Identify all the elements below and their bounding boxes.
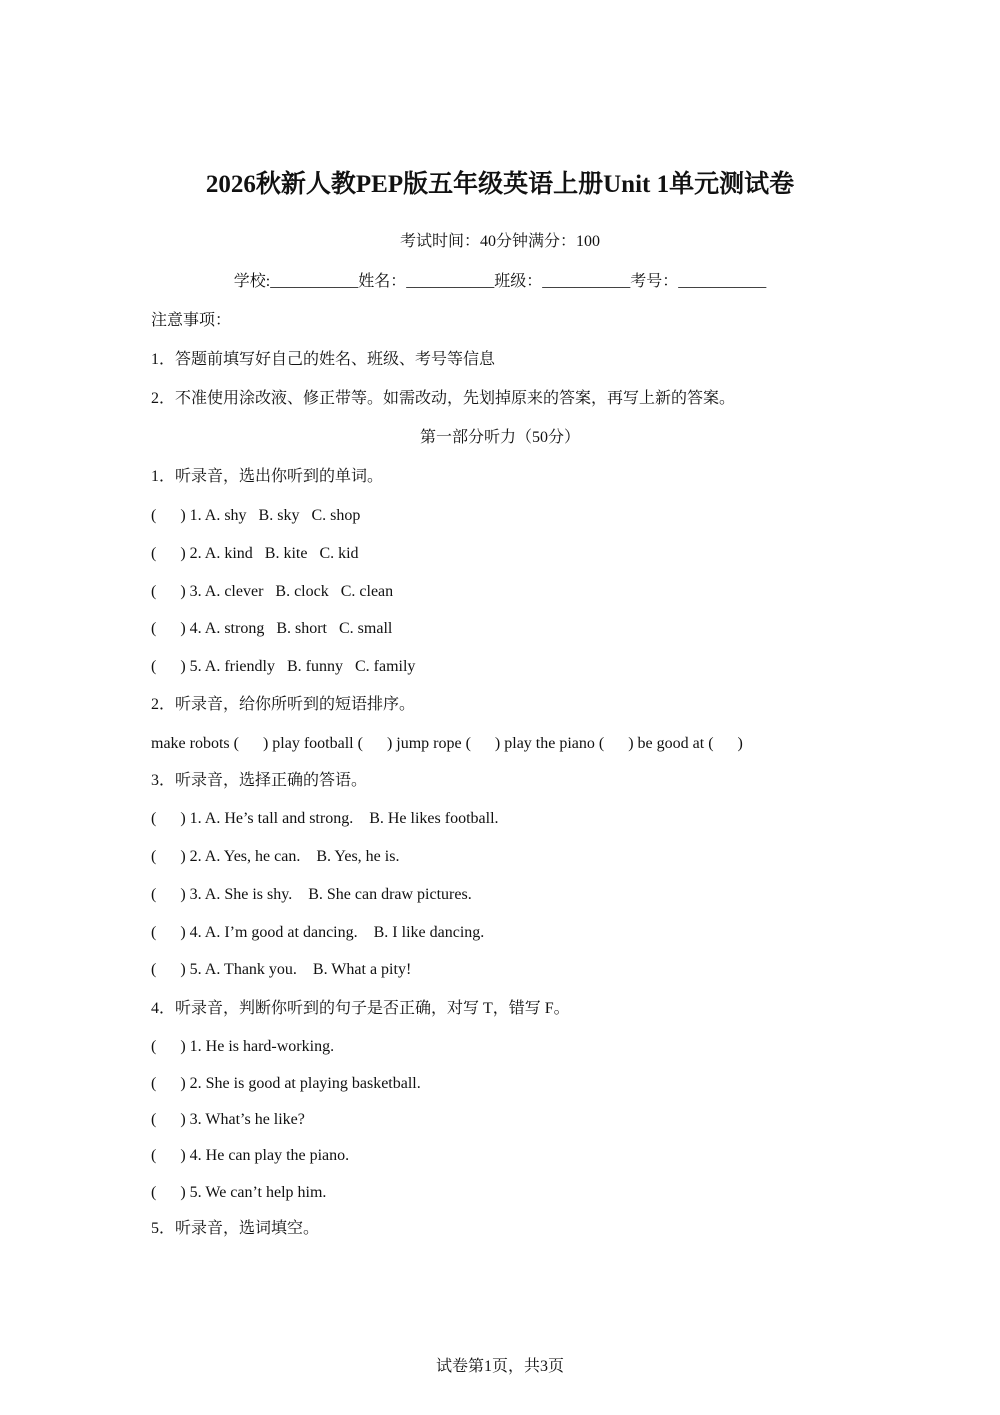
question-item: ( ) 3. What’s he like?: [151, 1111, 305, 1128]
part-heading: 第一部分听力（50分）: [419, 429, 580, 446]
page-footer: 试卷第1页，共3页: [435, 1358, 564, 1375]
question-item: ( ) 5. A. Thank you. B. What a pity!: [151, 961, 412, 978]
question-item: ( ) 1. A. He’s tall and strong. B. He likes football.: [151, 810, 499, 827]
section-heading: 3．听录音，选择正确的答语。: [151, 772, 368, 789]
question-item: ( ) 1. He is hard-working.: [151, 1038, 335, 1055]
question-item: ( ) 4. He can play the piano.: [151, 1147, 350, 1164]
question-item: ( ) 3. A. clever B. clock C. clean: [151, 583, 394, 600]
question-item: ( ) 4. A. I’m good at dancing. B. I like dancing.: [151, 924, 485, 941]
notice-item: 1．答题前填写好自己的姓名、班级、考号等信息: [151, 351, 496, 368]
notice-heading: 注意事项：: [151, 312, 232, 329]
section-heading: 5．听录音，选词填空。: [151, 1220, 320, 1237]
question-item: ( ) 2. A. kind B. kite C. kid: [151, 545, 359, 562]
question-item: ( ) 5. We can’t help him.: [151, 1184, 327, 1201]
section-heading: 1．听录音，选出你听到的单词。: [151, 468, 384, 485]
question-item: ( ) 2. A. Yes, he can. B. Yes, he is.: [151, 848, 400, 865]
section-heading: 4．听录音，判断你听到的句子是否正确，对写 T，错写 F。: [151, 1000, 570, 1017]
question-item: ( ) 1. A. shy B. sky C. shop: [151, 507, 361, 524]
question-item: ( ) 2. She is good at playing basketball.: [151, 1075, 421, 1092]
student-info-line: 学校:___________姓名：___________班级：___________考号：___________: [233, 273, 767, 290]
question-item: ( ) 3. A. She is shy. B. She can draw pictures.: [151, 886, 472, 903]
question-item: ( ) 5. A. friendly B. funny C. family: [151, 658, 416, 675]
phrase-order-line: make robots ( ) play football ( ) jump rope ( ) play the piano ( ) be good at ( ): [151, 735, 743, 752]
exam-title: 2026秋新人教PEP版五年级英语上册Unit 1单元测试卷: [205, 171, 795, 198]
exam-info: 考试时间：40分钟满分：100: [399, 233, 600, 250]
section-heading: 2．听录音，给你所听到的短语排序。: [151, 696, 416, 713]
notice-item: 2．不准使用涂改液、修正带等。如需改动，先划掉原来的答案，再写上新的答案。: [151, 390, 736, 407]
question-item: ( ) 4. A. strong B. short C. small: [151, 620, 393, 637]
